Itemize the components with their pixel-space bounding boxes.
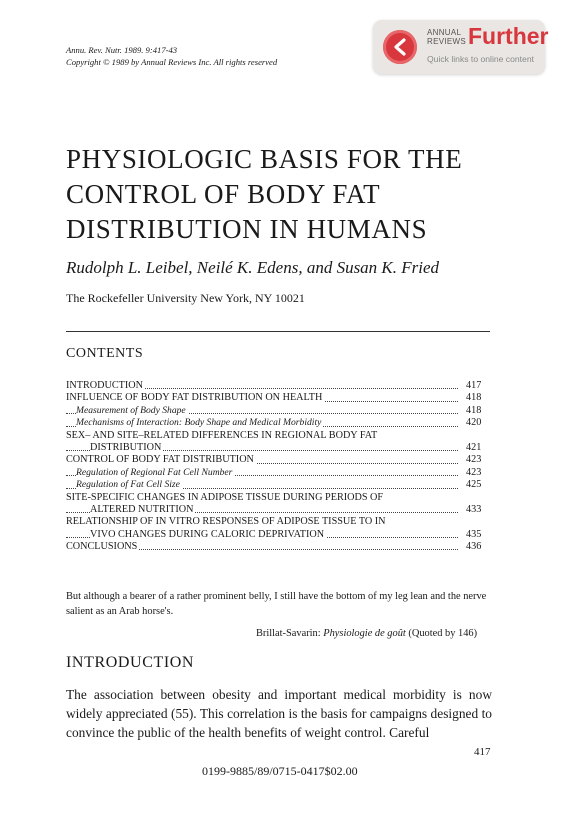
badge-subtitle: Quick links to online content xyxy=(427,54,535,64)
toc-entry-page: 425 xyxy=(466,479,482,491)
section-divider xyxy=(66,331,490,332)
toc-entry-page: 433 xyxy=(466,503,482,515)
table-of-contents xyxy=(66,380,494,553)
toc-entry-title: Mechanisms of Interaction: Body Shape and Medical Morbidity xyxy=(76,417,322,429)
article-authors: Rudolph L. Leibel, Neilé K. Edens, and Susan K. Fried xyxy=(66,258,440,277)
toc-entry xyxy=(66,442,494,454)
copyright-notice: Copyright © 1989 by Annual Reviews Inc. All rights reserved xyxy=(66,57,278,67)
toc-entry-title: INTRODUCTION xyxy=(66,380,143,391)
epigraph-note: (Quoted by 146) xyxy=(405,628,478,639)
toc-entry-title: VIVO CHANGES DURING CALORIC DEPRIVATION xyxy=(90,528,325,540)
page-number: 417 xyxy=(474,746,491,758)
title-line: CONTROL OF BODY FAT xyxy=(66,179,381,209)
toc-entry xyxy=(66,504,494,516)
article-affiliation: The Rockefeller University New York, NY 10021 xyxy=(66,291,305,305)
title-line: DISTRIBUTION IN HUMANS xyxy=(66,214,428,244)
toc-entry-title: CONTROL OF BODY FAT DISTRIBUTION xyxy=(66,454,254,466)
toc-entry-page: 421 xyxy=(466,441,482,453)
toc-entry-title: CONCLUSIONS xyxy=(66,541,138,553)
journal-citation: Annu. Rev. Nutr. 1989. 9:417-43 xyxy=(66,45,178,55)
introduction-body: The association between obesity and important medical morbidity is now widely appreciated (55). This correlation is the basis for campaigns designed to convince the public of the health benefits of weight control. Careful xyxy=(66,687,492,740)
toc-entry-title: Regulation of Regional Fat Cell Number xyxy=(76,466,233,478)
toc-entry xyxy=(66,392,494,404)
epigraph-author: Brillat-Savarin: xyxy=(256,628,324,639)
toc-entry xyxy=(66,479,494,491)
toc-entry-page: 420 xyxy=(466,417,482,429)
toc-entry xyxy=(66,467,494,479)
toc-entry xyxy=(66,541,494,553)
further-badge[interactable] xyxy=(373,20,549,74)
epigraph-citation xyxy=(256,628,477,639)
toc-entry-page: 436 xyxy=(466,541,482,553)
badge-annual-label: ANNUAL xyxy=(427,28,462,37)
toc-entry-page: 417 xyxy=(466,380,482,391)
toc-entry xyxy=(66,529,494,541)
article-title xyxy=(66,142,462,247)
toc-entry-title: Measurement of Body Shape xyxy=(76,404,186,416)
toc-entry-page: 423 xyxy=(466,466,482,478)
introduction-heading: INTRODUCTION xyxy=(66,654,195,671)
toc-entry-page: 418 xyxy=(466,404,482,416)
toc-entry-title: SEX– AND SITE–RELATED DIFFERENCES IN REGIONAL BODY FAT xyxy=(66,429,378,441)
toc-entry-page: 418 xyxy=(466,392,482,404)
price-code: 0199-9885/89/0715-0417$02.00 xyxy=(202,764,358,778)
badge-reviews-label: REVIEWS xyxy=(427,37,466,46)
toc-entry-title: Regulation of Fat Cell Size xyxy=(76,479,180,491)
epigraph-work: Physiologie de goût xyxy=(323,628,406,639)
toc-entry-page: 435 xyxy=(466,528,482,540)
toc-entry-title: INFLUENCE OF BODY FAT DISTRIBUTION ON HEALTH xyxy=(66,392,323,404)
badge-further-label: Further xyxy=(468,23,549,49)
journal-header xyxy=(66,44,277,68)
toc-entry xyxy=(66,516,494,528)
toc-entry xyxy=(66,492,494,504)
toc-entry xyxy=(66,405,494,417)
toc-entry-title: RELATIONSHIP OF IN VITRO RESPONSES OF ADIPOSE TISSUE TO IN xyxy=(66,516,386,528)
toc-entry xyxy=(66,417,494,429)
title-line: PHYSIOLOGIC BASIS FOR THE xyxy=(66,144,463,174)
contents-heading: CONTENTS xyxy=(66,346,144,361)
toc-entry xyxy=(66,380,494,392)
toc-entry xyxy=(66,430,494,442)
toc-entry-page: 423 xyxy=(466,454,482,466)
toc-entry xyxy=(66,454,494,466)
play-arrow-icon xyxy=(383,30,417,64)
toc-entry-title: ALTERED NUTRITION xyxy=(90,503,194,515)
epigraph-quote: But although a bearer of a rather prominent belly, I still have the bottom of my leg lean and the nerve salient as an Arab horse's. xyxy=(66,591,487,617)
toc-entry-title: SITE-SPECIFIC CHANGES IN ADIPOSE TISSUE DURING PERIODS OF xyxy=(66,491,384,503)
toc-entry-title: DISTRIBUTION xyxy=(90,441,162,453)
